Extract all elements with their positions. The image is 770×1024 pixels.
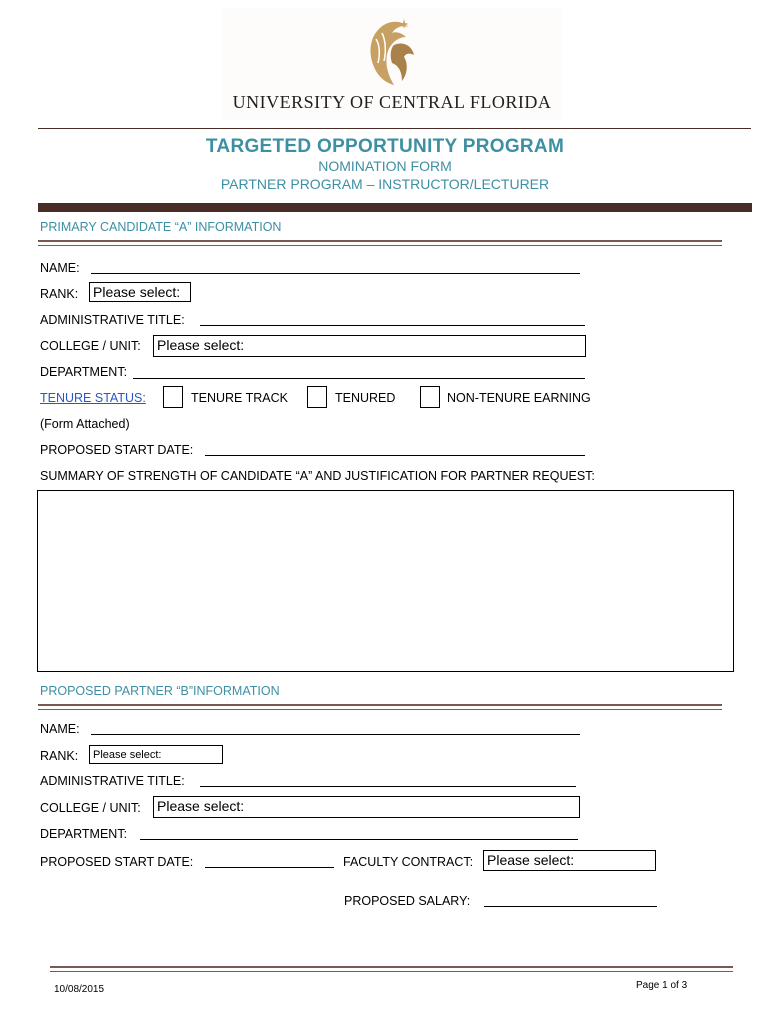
- rank-select[interactable]: Please select:: [89, 282, 191, 302]
- page-title: TARGETED OPPORTUNITY PROGRAM: [205, 136, 565, 157]
- partner-rank-label: RANK:: [40, 749, 79, 763]
- tenure-track-label: TENURE TRACK: [191, 391, 289, 405]
- tenure-status-link[interactable]: TENURE STATUS:: [40, 391, 146, 405]
- section-b-heading: PROPOSED PARTNER “B”INFORMATION: [40, 684, 280, 698]
- section-b-divider: [38, 704, 722, 710]
- college-label: COLLEGE / UNIT:: [40, 339, 141, 353]
- partner-start-date-label: PROPOSED START DATE:: [40, 855, 194, 869]
- partner-name-label: NAME:: [40, 722, 80, 736]
- partner-name-field[interactable]: [91, 734, 580, 735]
- pegasus-logo-icon: [358, 15, 422, 91]
- department-field[interactable]: [133, 378, 585, 379]
- proposed-salary-field[interactable]: [484, 906, 657, 907]
- faculty-contract-select[interactable]: Please select:: [483, 850, 656, 871]
- start-date-field[interactable]: [205, 455, 585, 456]
- partner-rank-select[interactable]: Please select:: [89, 745, 223, 764]
- non-tenure-label: NON-TENURE EARNING: [447, 391, 591, 405]
- form-attached-note: (Form Attached): [40, 417, 130, 431]
- footer-date: 10/08/2015: [54, 984, 105, 995]
- title-rule: [38, 203, 752, 212]
- tenured-checkbox[interactable]: [307, 386, 327, 408]
- rank-label: RANK:: [40, 287, 79, 301]
- form-subtitle: NOMINATION FORM: [318, 158, 452, 174]
- name-label: NAME:: [40, 261, 80, 275]
- partner-college-select[interactable]: Please select:: [153, 796, 580, 818]
- partner-start-date-field[interactable]: [205, 867, 334, 868]
- partner-admin-title-label: ADMINISTRATIVE TITLE:: [40, 774, 185, 788]
- page-number: Page 1 of 3: [636, 980, 688, 991]
- admin-title-field[interactable]: [200, 325, 585, 326]
- section-a-divider: [38, 240, 722, 246]
- summary-textarea[interactable]: [37, 490, 734, 672]
- partner-department-field[interactable]: [140, 839, 578, 840]
- partner-college-label: COLLEGE / UNIT:: [40, 801, 141, 815]
- college-select[interactable]: Please select:: [153, 335, 586, 357]
- tenured-label: TENURED: [335, 391, 396, 405]
- department-label: DEPARTMENT:: [40, 365, 128, 379]
- header-rule: [38, 128, 751, 129]
- partner-admin-title-field[interactable]: [200, 786, 576, 787]
- partner-department-label: DEPARTMENT:: [40, 827, 128, 841]
- section-a-heading: PRIMARY CANDIDATE “A” INFORMATION: [40, 220, 282, 234]
- name-field[interactable]: [91, 273, 580, 274]
- start-date-label: PROPOSED START DATE:: [40, 443, 194, 457]
- non-tenure-checkbox[interactable]: [420, 386, 440, 408]
- program-subtitle: PARTNER PROGRAM – INSTRUCTOR/LECTURER: [220, 176, 550, 192]
- summary-label: SUMMARY OF STRENGTH OF CANDIDATE “A” AND JUSTIFICATION FOR PARTNER REQUEST:: [40, 469, 595, 483]
- proposed-salary-label: PROPOSED SALARY:: [344, 894, 471, 908]
- tenure-track-checkbox[interactable]: [163, 386, 183, 408]
- faculty-contract-label: FACULTY CONTRACT:: [343, 855, 474, 869]
- footer-divider: [50, 966, 733, 972]
- university-name: UNIVERSITY OF CENTRAL FLORIDA: [232, 92, 552, 112]
- admin-title-label: ADMINISTRATIVE TITLE:: [40, 313, 185, 327]
